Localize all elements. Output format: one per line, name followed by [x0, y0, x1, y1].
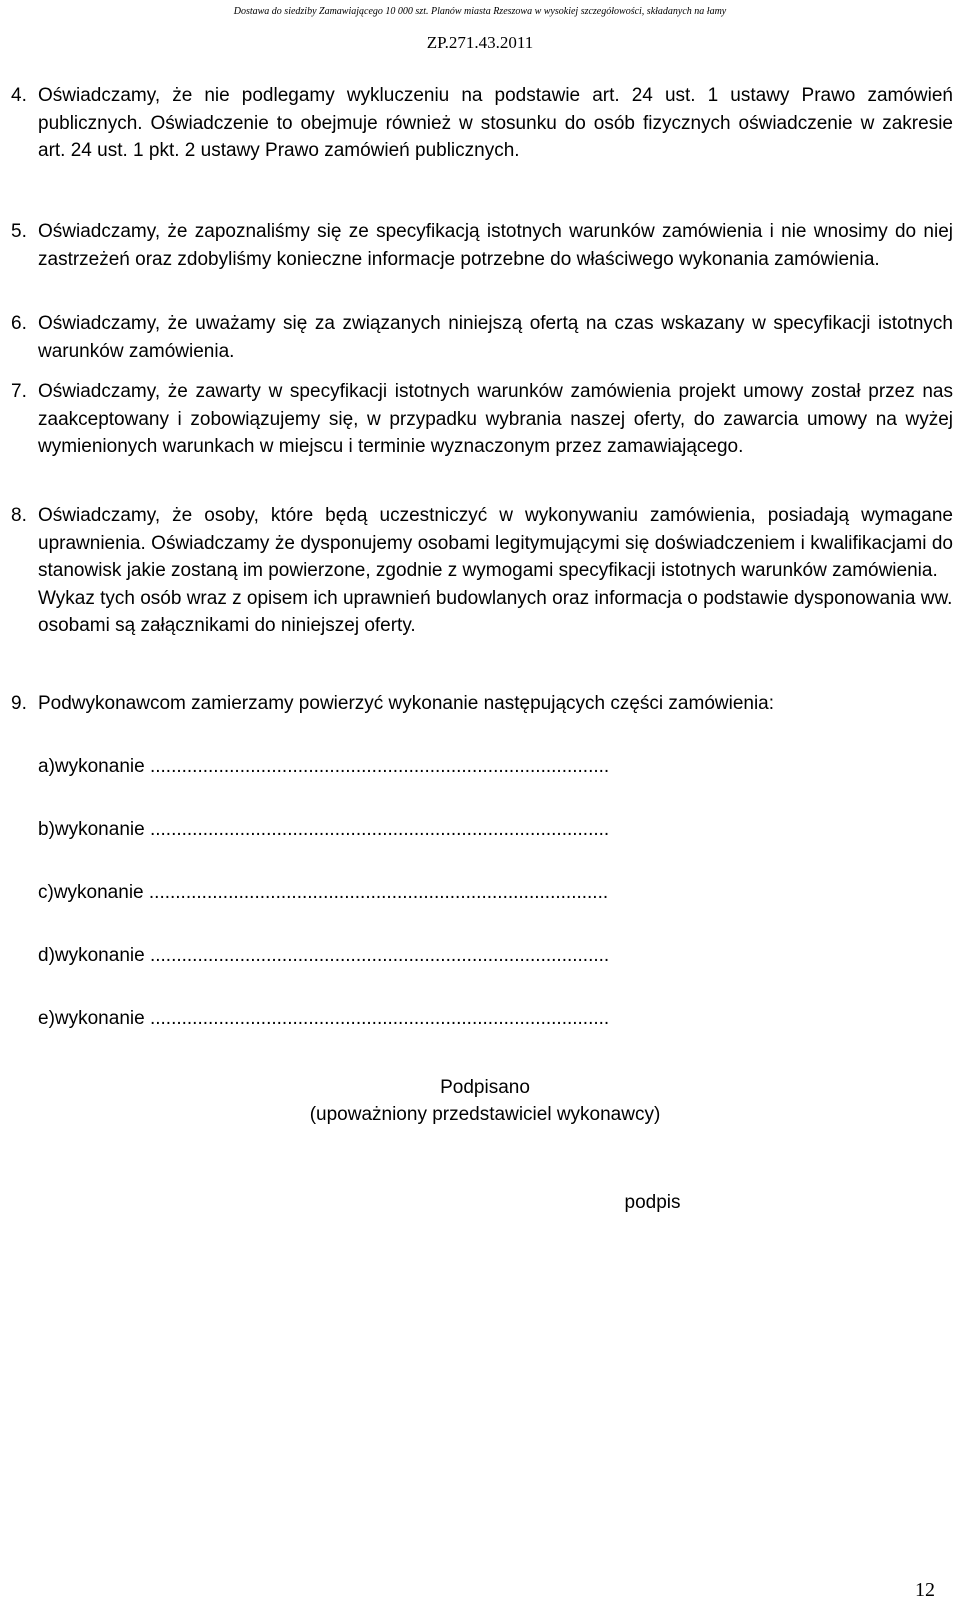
signature-label: Podpisano: [440, 1077, 530, 1098]
item-text: Oświadczamy, że osoby, które będą uczestniczyć w wykonywaniu zamówienia, posiadają wymagane uprawnienia. Oświadczamy że dysponujemy osobami legitymującymi się doświadczeniem i kwalifikacjami do stanowisk jakie zostaną im powierzone, zgodnie z wymogami specyfikacji istotnych warunków zamówienia.: [38, 505, 953, 581]
statement-item-6: [11, 310, 953, 365]
subcontract-line-b: b)wykonanie .......................................................................................: [38, 819, 610, 840]
item-number: 8.: [11, 505, 27, 526]
statement-item-8: [11, 502, 953, 640]
statement-item-5: [11, 218, 953, 273]
signature-role: (upoważniony przedstawiciel wykonawcy): [309, 1104, 661, 1125]
statement-item-9: [11, 690, 953, 718]
item-number: 4.: [11, 85, 27, 106]
statement-item-7: [11, 378, 953, 461]
item-text: Oświadczamy, że zawarty w specyfikacji istotnych warunków zamówienia projekt umowy został przez nas zaakceptowany i zobowiązujemy się, w przypadku wybrania naszej oferty, do zawarcia umowy na wyżej wymienionych warunkach w miejscu i terminie wyznaczonym przez zamawiającego.: [38, 381, 953, 457]
item-text: Oświadczamy, że uważamy się za związanych niniejszą ofertą na czas wskazany w specyfikacji istotnych warunków zamówienia.: [38, 313, 953, 362]
item-number: 5.: [11, 221, 27, 242]
header-reference: ZP.271.43.2011: [426, 33, 534, 52]
signature-placeholder: podpis: [624, 1192, 681, 1213]
page-number: 12: [915, 1579, 935, 1601]
item-number: 6.: [11, 313, 27, 334]
item-text: Oświadczamy, że zapoznaliśmy się ze specyfikacją istotnych warunków zamówienia i nie wnosimy do niej zastrzeżeń oraz zdobyliśmy konieczne informacje potrzebne do właściwego wykonania zamówienia.: [38, 221, 953, 270]
item-number: 7.: [11, 381, 27, 402]
item-text: Podwykonawcom zamierzamy powierzyć wykonanie następujących części zamówienia:: [38, 693, 775, 714]
subcontract-line-d: d)wykonanie .......................................................................................: [38, 945, 610, 966]
signature-block: [200, 1074, 770, 1128]
statement-item-4: [11, 82, 953, 165]
header-title: Dostawa do siedziby Zamawiającego 10 000 szt. Planów miasta Rzeszowa w wysokiej szczegółowości, składanych na łamy: [233, 6, 727, 17]
subcontract-line-c: c)wykonanie .......................................................................................: [38, 882, 609, 903]
item-text-attachments: Wykaz tych osób wraz z opisem ich uprawnień budowlanych oraz informacja o podstawie dysponowania ww. osobami są załącznikami do niniejszej oferty.: [38, 587, 953, 636]
subcontract-line-e: e)wykonanie .......................................................................................: [38, 1008, 610, 1029]
item-number: 9.: [11, 693, 27, 714]
item-text: Oświadczamy, że nie podlegamy wykluczeniu na podstawie art. 24 ust. 1 ustawy Prawo zamówień publicznych. Oświadczenie to obejmuje również w stosunku do osób fizycznych oświadczenie w zakresie art. 24 ust. 1 pkt. 2 ustawy Prawo zamówień publicznych.: [38, 85, 953, 161]
subcontract-line-a: a)wykonanie .......................................................................................: [38, 756, 610, 777]
